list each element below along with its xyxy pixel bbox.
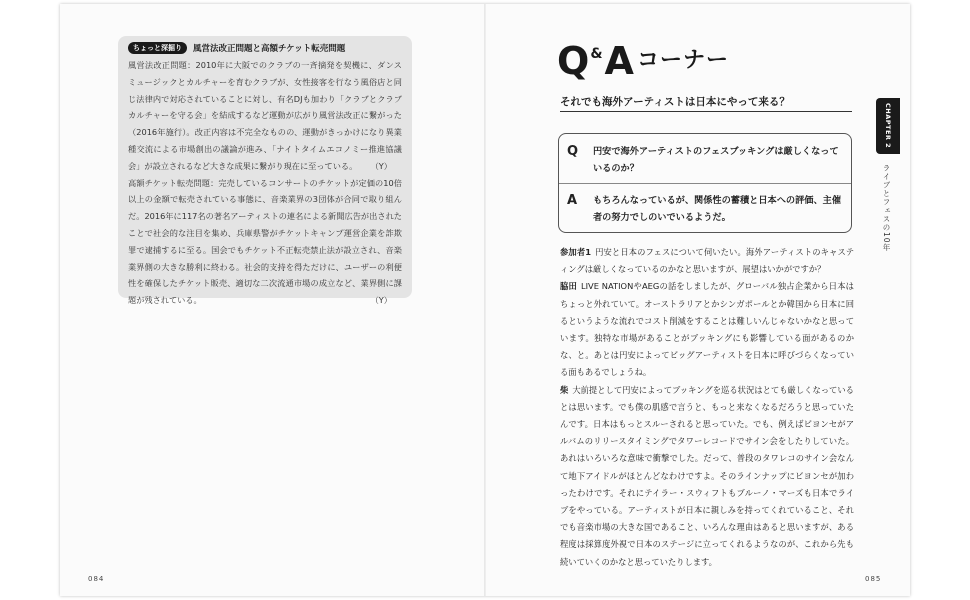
chapter-tab-label: CHAPTER 2 xyxy=(884,103,892,149)
heading-q: Q xyxy=(557,39,589,83)
heading-ampersand: & xyxy=(590,46,603,62)
question-letter: Q xyxy=(567,144,579,159)
page-number-left: 084 xyxy=(88,575,105,583)
dialog-text: LIVE NATIONやAEGの話をしましたが、グローバル独占企業から日本はちょっと外れていて。オーストラリアとかシンガポールとか韓国から日本に回るというような流れでコスト削減をすることは難しいんじゃないかなと思っています。独特な市場があることがブッキングにも影響している面があるのかな、と。あとは円安によってビッグアーティストを日本に呼びづらくなっている面もあるでしょうね。 xyxy=(560,281,854,378)
column-paragraph xyxy=(128,57,402,175)
chapter-caption: ライブとフェスの10年 xyxy=(882,164,891,253)
book-spread xyxy=(60,4,910,596)
column-paragraph-text: 高額チケット転売問題：完売しているコンサートのチケットが定価の10倍以上の金額で転売されている事態に、音楽業界の3団体が合同で取り組んだ。2016年に117名の著名アーティストの連名による新聞広告が出されたことで社会的な注目を集め、兵庫県警がチケットキャンプ運営企業を詐欺罪で逮捕するに至る。国会でもチケット不正転売禁止法が設立され、音楽業界側の大きな勝利に終わる。社会的支持を得ただけに、ユーザーの利便性を確保したチケット販売、適切な二次流通市場の成立など、業界側に課題が残されている。 xyxy=(128,177,402,306)
column-box xyxy=(118,36,412,306)
qa-corner-heading xyxy=(557,34,729,83)
dialog-text: 円安と日本のフェスについて伺いたい。海外アーティストのキャスティングは厳しくなっているのかなと思いますが、展望はいかがですか？ xyxy=(560,247,854,275)
page-number-right: 085 xyxy=(865,575,882,583)
answer-row xyxy=(559,192,851,226)
heading-a: A xyxy=(604,39,633,83)
answer-text: もちろんなっているが、関係性の蓄積と日本への評価、主催者の努力でしのいでいるようだ。 xyxy=(593,195,842,223)
column-title: 風営法改正問題と高額チケット転売問題 xyxy=(193,44,346,54)
dialog-paragraph xyxy=(560,278,854,381)
column-header xyxy=(128,41,402,55)
chapter-tab xyxy=(876,98,900,154)
qa-box xyxy=(558,133,852,233)
dialog-paragraph xyxy=(560,382,854,571)
speaker-name: 脇田 xyxy=(560,281,577,292)
dialog-paragraph xyxy=(560,244,854,278)
dialog-text: 大前提として円安によってブッキングを巡る状況はとても厳しくなっているとは思います。でも僕の肌感で言うと、もっと来なくなるだろうと思っていたんです。日本はもっとスルーされると思っていた。でも、例えばビヨンセがアルバムのリリースタイミングでタワーレコードでサイン会をしたりしていた。あれはいろいろな意味で衝撃でした。だって、普段のタワレコのサイン会なんて地下アイドルがほとんどなわけですよ。そのラインナップにビヨンセが加わったわけです。それにテイラー・スウィフトもブルーノ・マーズも日本でライブをやっている。アーティストが日本に親しみを持ってくれていること、それでも音楽市場の大きな国であること、いろんな理由はあると思いますが、ある程度は採算度外視で日本のステージに立ってくれるようなのが、これから先も続いていくのかなと思っていたりします。 xyxy=(560,384,854,567)
answer-letter: A xyxy=(567,193,578,208)
section-subtitle: それでも海外アーティストは日本にやって来る？ xyxy=(560,94,852,112)
speaker-name: 参加者1 xyxy=(560,247,591,257)
question-text: 円安で海外アーティストのフェスブッキングは厳しくなっているのか？ xyxy=(593,146,839,174)
dialog-body xyxy=(560,244,854,571)
qa-divider xyxy=(559,183,851,184)
heading-word: コーナー xyxy=(636,48,729,73)
column-body xyxy=(128,57,402,309)
author-initial: （Y） xyxy=(370,295,392,306)
column-paragraph xyxy=(128,175,402,309)
column-tag: ちょっと深掘り xyxy=(128,42,187,54)
author-initial: （Y） xyxy=(370,160,392,171)
speaker-name: 柴 xyxy=(560,384,569,395)
column-paragraph-text: 風営法改正問題：2010年に大阪でのクラブの一斉摘発を契機に、ダンスミュージックとカルチャーを育むクラブが、女性接客を行なう風俗店と同じ法律内で対応されていることに対し、有名DJも加わり「クラブとクラブカルチャーを守る会」を結成するなど運動が広がり風営法改正に繋がった（2016年施行）。改正内容は不完全なものの、運動がきっかけになり異業種交流による市場創出の議論が進み、「ナイトタイムエコノミー推進協議会」が設立されるなど大きな成果に繋がり現在に至っている。 xyxy=(128,60,402,171)
question-row xyxy=(559,143,851,177)
